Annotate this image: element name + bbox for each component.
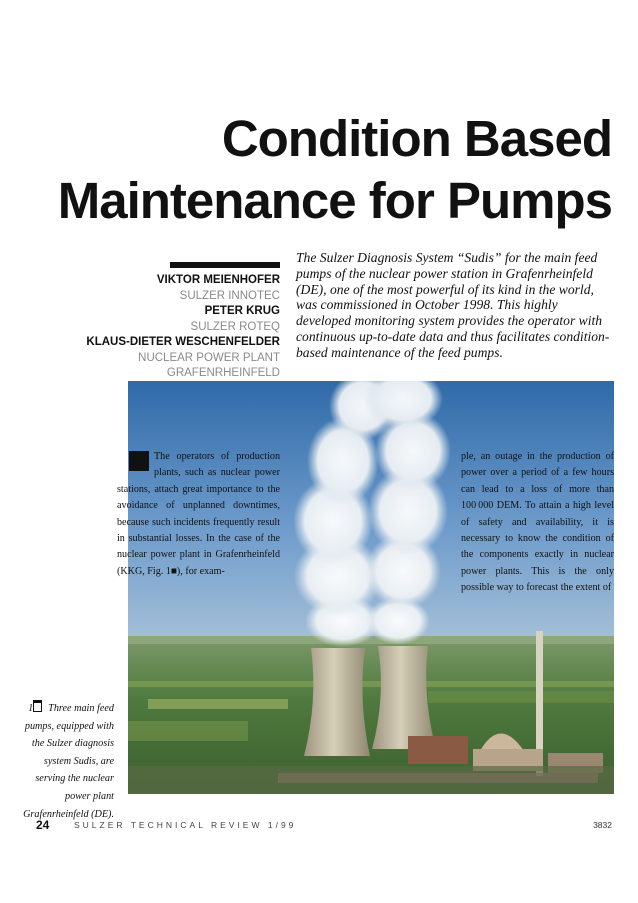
title-line-1: Condition Based bbox=[221, 110, 612, 167]
author-block bbox=[40, 262, 280, 382]
author-name: KLAUS-DIETER WESCHENFELDER bbox=[86, 336, 280, 348]
page-number: 24 bbox=[36, 818, 50, 832]
journal-name: SULZER TECHNICAL REVIEW 1/99 bbox=[74, 820, 297, 830]
author-rule bbox=[170, 262, 280, 268]
caption-text: Three main feed pumps, equipped with the Sulzer diagnosis system Sudis, are serving the nuclear power plant Grafenrheinfeld (DE). bbox=[23, 703, 114, 820]
figure-number: 1 bbox=[28, 703, 34, 714]
lead-paragraph: The Sulzer Diagnosis System “Sudis” for the main feed pumps of the nuclear power station in Grafenrheinfeld (DE), one of the most powerful of its kind in the world, was commissioned in October 1998. This highly developed monitoring system provides the operator with continuous up-to-date data and thus facilitates condition-based maintenance of the feed pumps. bbox=[296, 250, 610, 360]
page-footer bbox=[0, 818, 638, 834]
figure-caption bbox=[18, 700, 114, 823]
dropcap-square bbox=[129, 451, 149, 471]
body-text-col1: The operators of production plants, such as nuclear power stations, attach great importance to the avoidance of unplanned downtimes, because such incidents frequently result in substantial losses. In the case of the nuclear power plant in Grafenrheinfeld (KKG, Fig. 1■), for exam- bbox=[117, 451, 280, 577]
author-affiliation: SULZER INNOTEC bbox=[179, 289, 280, 302]
body-column-1 bbox=[117, 449, 280, 580]
article-title bbox=[12, 108, 612, 232]
title-line-2: Maintenance for Pumps bbox=[57, 172, 612, 229]
figure-marker-icon bbox=[33, 700, 42, 712]
author-name: VIKTOR MEIENHOFER bbox=[156, 274, 280, 286]
author-name: PETER KRUG bbox=[204, 305, 280, 317]
article-code: 3832 bbox=[593, 820, 612, 830]
body-column-2: ple, an outage in the production of power over a period of a few hours can lead to a loss of more than 100 000 DEM. To attain a high level of safety and availability, it is necessary to know the condition of the components exactly in nuclear power plants. This is the only possible way to forecast the extent of bbox=[461, 451, 614, 594]
author-affiliation: NUCLEAR POWER PLANT GRAFENRHEINFELD bbox=[138, 351, 280, 379]
author-affiliation: SULZER ROTEQ bbox=[190, 320, 280, 333]
